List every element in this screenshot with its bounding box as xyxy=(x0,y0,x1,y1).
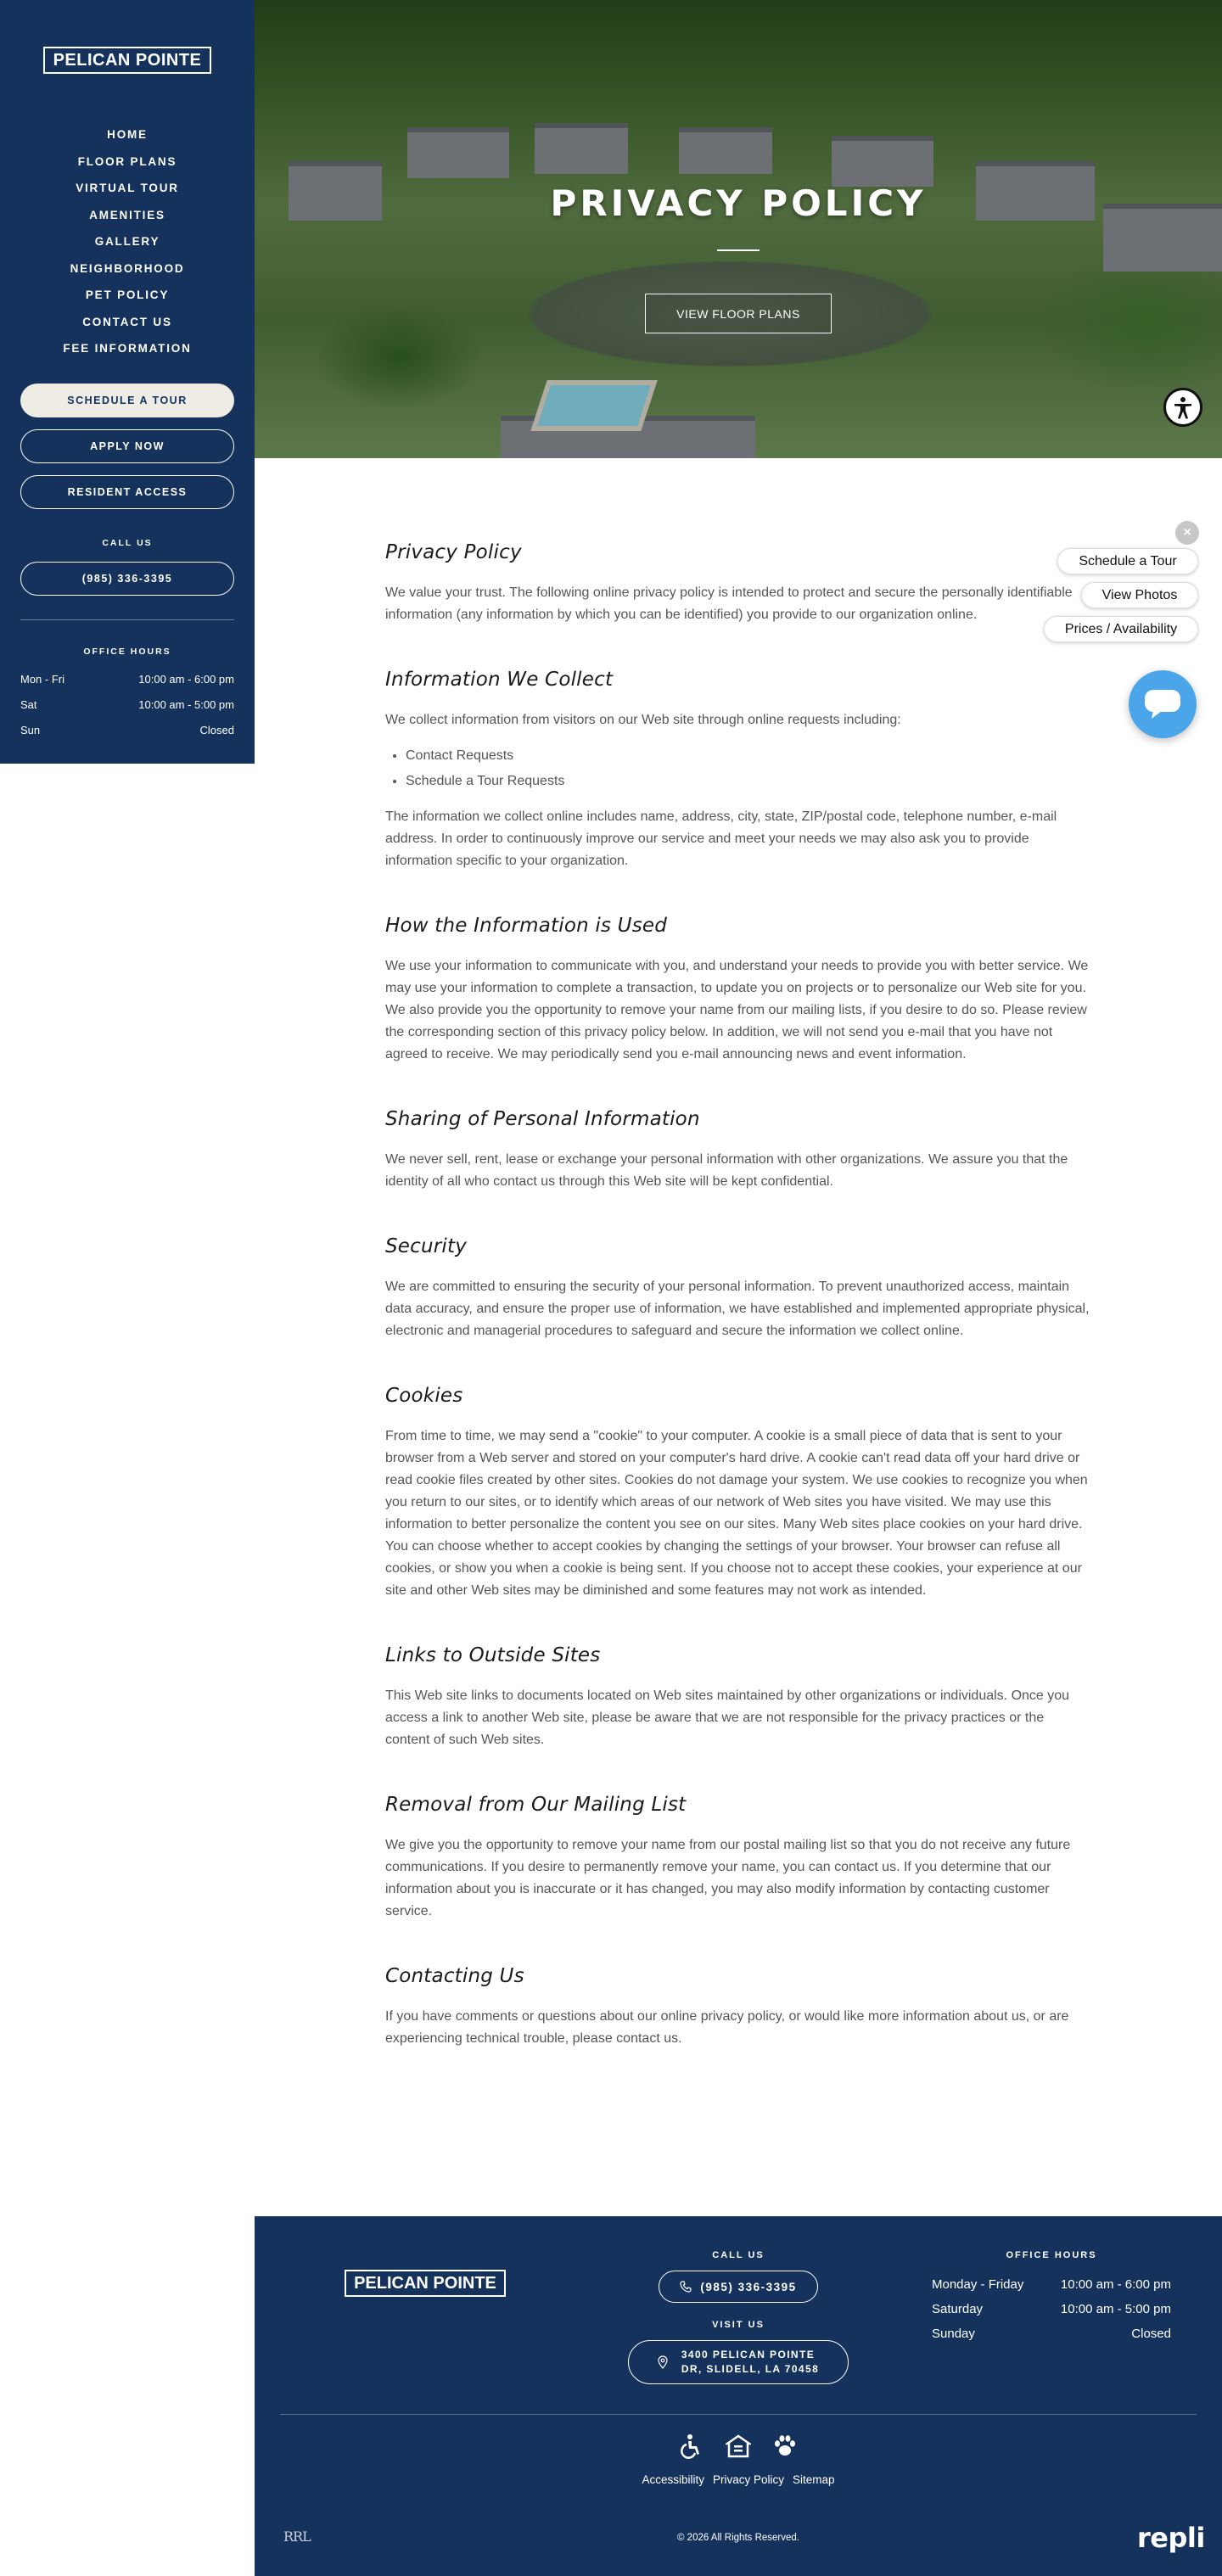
section-heading: Information We Collect xyxy=(385,669,614,691)
hours-time: Closed xyxy=(1131,2327,1171,2341)
footer-logo[interactable]: PELICAN POINTE xyxy=(345,2270,506,2297)
policy-section xyxy=(385,1794,1091,1923)
hours-time: Closed xyxy=(199,724,234,736)
sidebar xyxy=(0,0,255,764)
phone-button[interactable]: (985) 336-3395 xyxy=(20,562,234,596)
footer-visit-us-label: VISIT US xyxy=(712,2320,765,2330)
section-paragraph: The information we collect online includes name, address, city, state, ZIP/postal code, telephone number, e-mail address. In order to continuously improve our service and meet your needs we may also ask you to provide information specific to your organization. xyxy=(385,809,1057,868)
footer-address-button[interactable] xyxy=(628,2340,849,2384)
hours-time: 10:00 am - 5:00 pm xyxy=(1060,2302,1171,2316)
policy-section xyxy=(385,1235,1091,1342)
hours-row xyxy=(20,673,234,686)
policy-section xyxy=(385,1965,1091,2050)
nav-item-contact-us[interactable]: CONTACT US xyxy=(82,315,172,328)
hours-day: Sat xyxy=(20,698,37,711)
site-logo[interactable]: PELICAN POINTE xyxy=(43,47,211,74)
section-heading: How the Information is Used xyxy=(385,915,668,937)
chat-bubble-icon xyxy=(1143,688,1182,720)
rrl-logo[interactable]: RRL xyxy=(283,2528,311,2545)
hero-banner xyxy=(255,0,1222,458)
nav-item-floor-plans[interactable]: FLOOR PLANS xyxy=(77,154,177,168)
footer-phone-button[interactable] xyxy=(659,2271,818,2303)
footer-link-sitemap[interactable]: Sitemap xyxy=(793,2473,835,2486)
section-heading: Cookies xyxy=(385,1385,463,1407)
section-paragraph: We collect information from visitors on our Web site through online requests including: xyxy=(385,713,901,727)
section-heading: Sharing of Personal Information xyxy=(385,1108,700,1130)
apply-now-button[interactable]: APPLY NOW xyxy=(20,429,234,463)
policy-section xyxy=(385,915,1091,1066)
footer-divider xyxy=(280,2414,1197,2415)
section-heading: Security xyxy=(385,1235,468,1257)
nav-item-pet-policy[interactable]: PET POLICY xyxy=(85,288,170,302)
section-paragraph: We value your trust. The following online privacy policy is intended to protect and secure the personally identifiable information (any information by which you can be identified) you provide to our organization online. xyxy=(385,585,1073,622)
hours-time: 10:00 am - 5:00 pm xyxy=(138,698,234,711)
title-divider xyxy=(717,249,760,251)
footer-office-hours-label: OFFICE HOURS xyxy=(1006,2250,1097,2260)
hours-day: Saturday xyxy=(932,2302,984,2316)
footer-link-privacy-policy[interactable]: Privacy Policy xyxy=(712,2473,785,2486)
section-heading: Removal from Our Mailing List xyxy=(385,1794,687,1816)
equal-housing-icon xyxy=(726,2433,751,2459)
view-photos-pill[interactable]: View Photos xyxy=(1081,582,1198,608)
schedule-tour-pill[interactable]: Schedule a Tour xyxy=(1057,548,1198,574)
nav-item-neighborhood[interactable]: NEIGHBORHOOD xyxy=(70,261,185,275)
wheelchair-icon xyxy=(679,2433,704,2459)
policy-section xyxy=(385,1385,1091,1602)
section-paragraph: From time to time, we may send a "cookie" to your computer. A cookie is a small piece of data that is sent to your browser from a Web server and stored on your computer's hard drive. A cookie can't read data off your hard drive or read cookie files created by other sites. Cookies do not damage your system. We use cookies to recognize you when you return to our sites, or to identify which areas of our network of Web sites you have visited. We may use this information to better personalize the content you see on our sites. Many Web sites place cookies on your hard drive. You can choose whether to accept cookies by changing the settings of your browser. Your browser can refuse all cookies, or show you when a cookie is being sent. If you choose not to accept these cookies, your experience at our site and other Web sites may be diminished and some features may not work as intended. xyxy=(385,1429,1088,1598)
phone-icon xyxy=(680,2281,692,2293)
resident-access-button[interactable]: RESIDENT ACCESS xyxy=(20,475,234,509)
list-item: • Contact Requests xyxy=(406,743,1091,769)
accessibility-figure-icon xyxy=(1170,395,1196,420)
footer-hours-row xyxy=(932,2277,1171,2292)
view-floor-plans-button[interactable]: VIEW FLOOR PLANS xyxy=(645,294,832,333)
policy-section xyxy=(385,1644,1091,1751)
section-heading: Contacting Us xyxy=(385,1965,524,1987)
schedule-tour-button[interactable]: SCHEDULE A TOUR xyxy=(20,384,234,417)
section-heading: Privacy Policy xyxy=(385,541,522,563)
hours-day: Sun xyxy=(20,724,41,736)
nav-item-virtual-tour[interactable]: VIRTUAL TOUR xyxy=(76,182,179,195)
hours-day: Sunday xyxy=(932,2327,975,2341)
page-title: PRIVACY POLICY xyxy=(550,182,927,224)
address-line-2: DR, SLIDELL, LA 70458 xyxy=(681,2363,820,2375)
prices-availability-pill[interactable]: Prices / Availability xyxy=(1044,616,1198,642)
footer-hours-row xyxy=(932,2302,1171,2316)
footer-links xyxy=(255,2473,1222,2486)
address-line-1: 3400 PELICAN POINTE xyxy=(681,2349,816,2360)
section-paragraph: We use your information to communicate with you, and understand your needs to provide you with better service. We may use your information to complete a transaction, to update you on projects or to personalize our Web site for you. We also provide you the opportunity to remove your name from our mailing lists, if you desire to do so. Please review the corresponding section of this privacy policy below. In addition, we will not send you e-mail that you have not agreed to receive. We may periodically send you e-mail announcing news and event information. xyxy=(385,959,1089,1061)
sidebar-divider xyxy=(20,619,234,620)
footer-phone-text: (985) 336-3395 xyxy=(700,2280,797,2293)
section-paragraph: We give you the opportunity to remove your name from our postal mailing list so that you do not receive any future communications. If you desire to permanently remove your name, you can contact us. If you determine that our information about you is inaccurate or it has changed, you may also modify information by contacting customer service. xyxy=(385,1838,1071,1918)
paw-icon xyxy=(772,2433,798,2459)
copyright: © 2026 All Rights Reserved. xyxy=(677,2533,799,2543)
nav-item-gallery[interactable]: GALLERY xyxy=(94,235,160,249)
footer-link-accessibility[interactable]: Accessibility xyxy=(642,2473,704,2486)
close-icon[interactable]: × xyxy=(1175,521,1199,545)
section-paragraph: We are committed to ensuring the security of your personal information. To prevent unauthorized access, maintain data accuracy, and ensure the proper use of information, we have established and implemented appropriate physical, electronic and managerial procedures to safeguard and secure the information we collect online. xyxy=(385,1280,1090,1338)
section-heading: Links to Outside Sites xyxy=(385,1644,601,1666)
footer-icons xyxy=(679,2433,798,2459)
footer-hours-row xyxy=(932,2327,1171,2341)
hours-day: Mon - Fri xyxy=(20,673,64,686)
policy-section xyxy=(385,669,1091,872)
hours-day: Monday - Friday xyxy=(932,2277,1024,2292)
map-pin-icon xyxy=(658,2355,668,2369)
policy-section xyxy=(385,541,1091,626)
chat-icon[interactable] xyxy=(1129,670,1197,738)
hours-time: 10:00 am - 6:00 pm xyxy=(138,673,234,686)
section-paragraph: This Web site links to documents located on Web sites maintained by other organizations or individuals. Once you access a link to another Web site, please be aware that we are not responsible for the privacy practices or the content of such Web sites. xyxy=(385,1688,1070,1747)
nav-item-amenities[interactable]: AMENITIES xyxy=(89,208,165,221)
nav-item-fee-information[interactable]: FEE INFORMATION xyxy=(63,342,192,356)
repli-logo[interactable]: repli xyxy=(1137,2522,1205,2554)
accessibility-icon[interactable] xyxy=(1163,388,1202,427)
hours-row xyxy=(20,698,234,711)
main-nav xyxy=(0,121,255,362)
hours-time: 10:00 am - 6:00 pm xyxy=(1060,2277,1171,2292)
office-hours-label: OFFICE HOURS xyxy=(83,647,171,657)
policy-content xyxy=(385,541,1091,2092)
site-footer xyxy=(255,2216,1222,2576)
nav-item-home[interactable]: HOME xyxy=(107,128,148,142)
footer-call-us-label: CALL US xyxy=(712,2250,765,2260)
section-paragraph: If you have comments or questions about our online privacy policy, or would like more information about us, or are experiencing technical trouble, please contact us. xyxy=(385,2009,1069,2046)
section-paragraph: We never sell, rent, lease or exchange your personal information with other organizations. We assure you that the identity of all who contact us through this Web site will be kept confidential. xyxy=(385,1152,1068,1189)
list-item: • Schedule a Tour Requests xyxy=(406,769,1091,794)
call-us-label: CALL US xyxy=(102,538,153,548)
hero-overlay xyxy=(255,0,1222,458)
collected-requests-list xyxy=(406,743,1091,794)
footer-address xyxy=(681,2348,819,2377)
hours-row xyxy=(20,724,234,736)
policy-section xyxy=(385,1108,1091,1193)
